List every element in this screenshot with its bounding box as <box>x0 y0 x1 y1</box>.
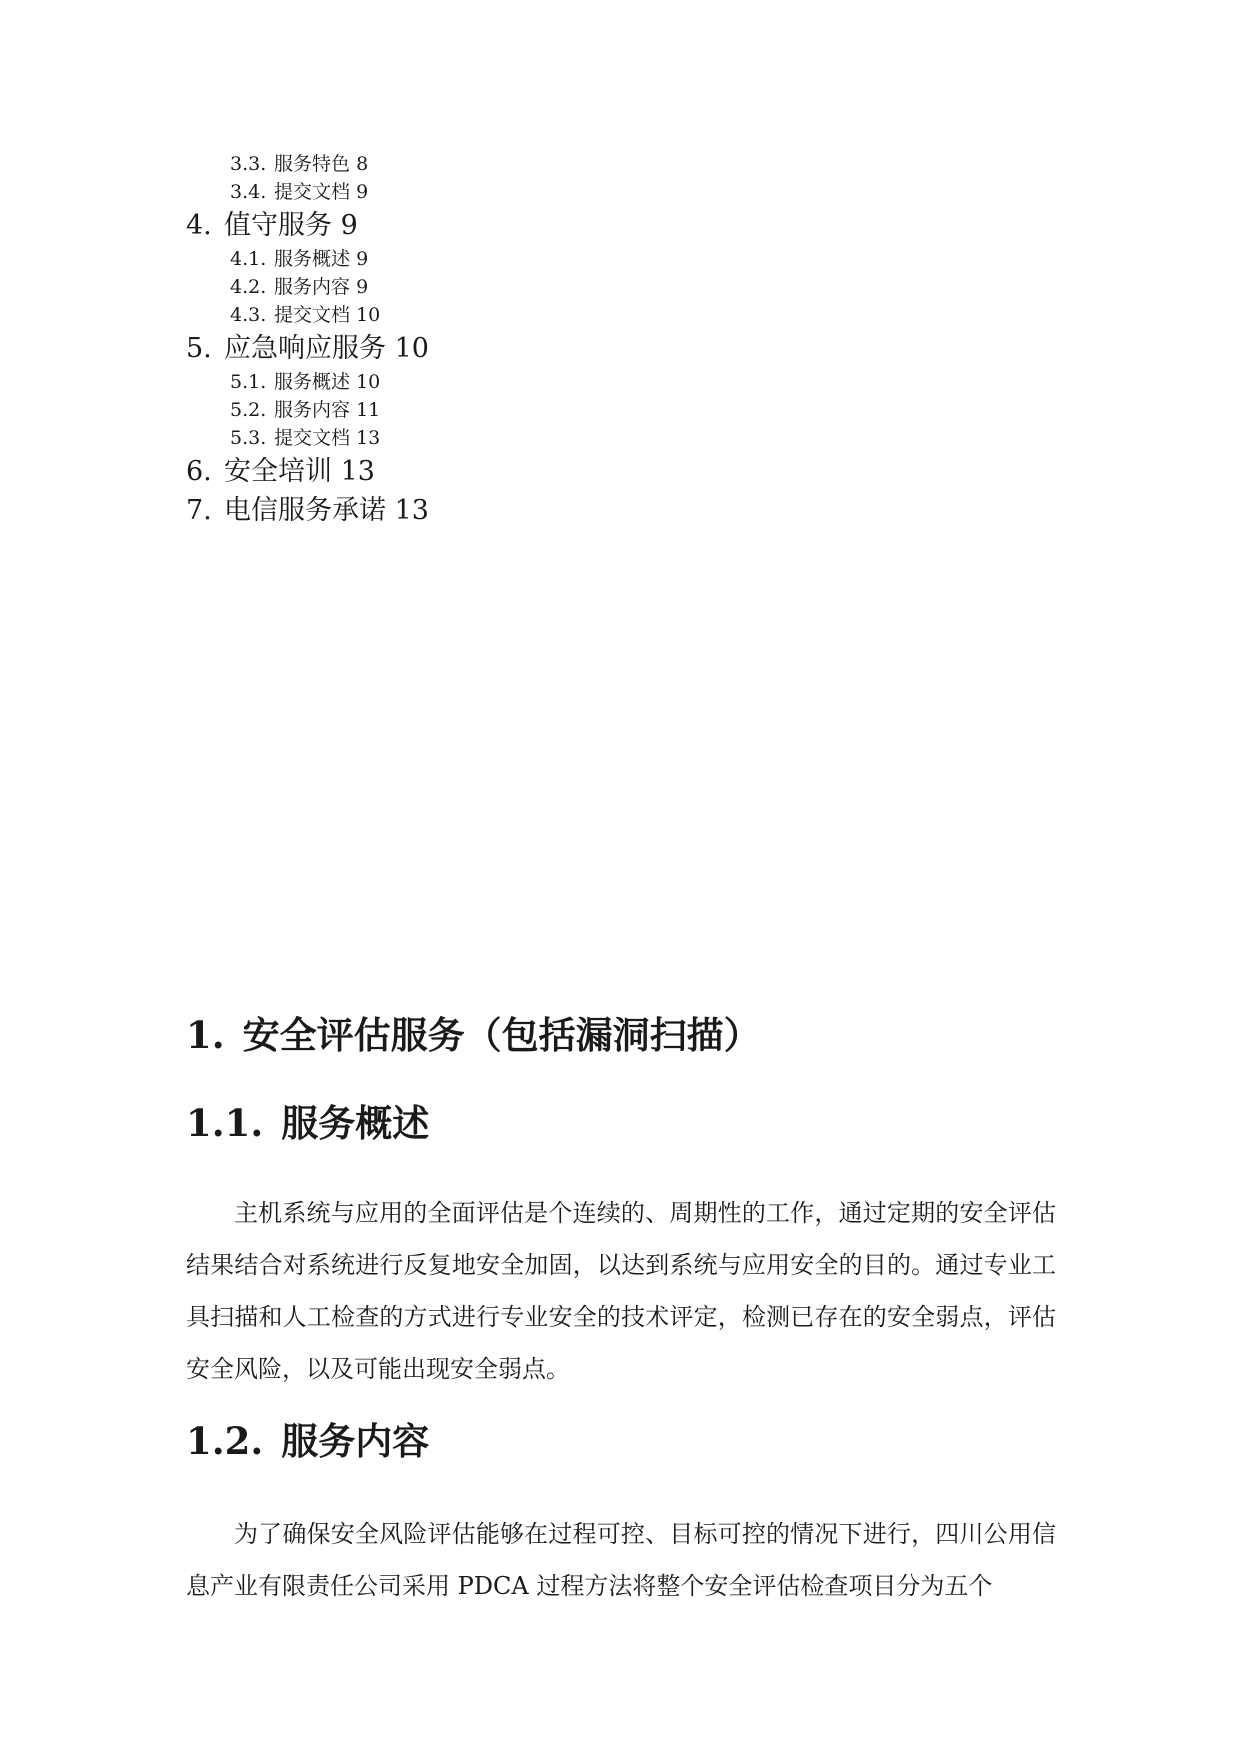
toc-entry-number: 4.2. <box>230 276 267 298</box>
toc-entry-title: 应急响应服务 <box>224 333 386 364</box>
body-paragraph: 主机系统与应用的全面评估是个连续的、周期性的工作，通过定期的安全评估结果结合对系统进行反复地安全加固，以达到系统与应用安全的目的。通过专业工具扫描和人工检查的方式进行专业安全的技术评定，检测已存在的安全弱点，评估安全风险，以及可能出现安全弱点。 <box>186 1199 1056 1383</box>
toc-entry-page: 11 <box>356 399 381 421</box>
toc-entry-number: 5.1. <box>230 371 267 393</box>
subsection-number: 1.2. <box>186 1419 264 1463</box>
toc-entry-page: 13 <box>340 456 375 487</box>
toc-entry-title: 电信服务承诺 <box>224 495 386 526</box>
body-paragraph: 为了确保安全风险评估能够在过程可控、目标可控的情况下进行，四川公用信息产业有限责任公司采用 PDCA 过程方法将整个安全评估检查项目分为五个 <box>186 1520 1056 1600</box>
toc-entry-number: 5. <box>186 333 212 364</box>
toc-entry[interactable] <box>186 491 786 530</box>
toc-entry-title: 服务特色 <box>274 153 351 175</box>
toc-entry[interactable] <box>186 245 786 273</box>
toc-entry-page: 9 <box>356 248 369 270</box>
toc-entry-number: 7. <box>186 495 212 526</box>
toc-entry-number: 3.3. <box>230 153 267 175</box>
toc-entry[interactable] <box>186 329 786 368</box>
toc-entry-title: 服务内容 <box>274 399 351 421</box>
toc-entry-title: 服务内容 <box>274 276 351 298</box>
toc-entry-page: 9 <box>356 276 369 298</box>
toc-entry-title: 提交文档 <box>274 304 351 326</box>
table-of-contents <box>186 150 786 530</box>
toc-entry[interactable] <box>186 206 786 245</box>
subsection-number: 1.1. <box>186 1101 264 1145</box>
toc-entry-title: 值守服务 <box>224 210 332 241</box>
subsection-title: 服务概述 <box>281 1101 430 1145</box>
subsection-heading <box>186 1416 429 1466</box>
toc-entry-number: 3.4. <box>230 181 267 203</box>
toc-entry[interactable] <box>186 424 786 452</box>
toc-entry-page: 10 <box>356 304 381 326</box>
subsection-title: 服务内容 <box>281 1419 430 1463</box>
toc-entry-title: 提交文档 <box>274 427 351 449</box>
toc-entry[interactable] <box>186 150 786 178</box>
section-number: 1. <box>186 1013 225 1057</box>
section-heading <box>186 1010 761 1060</box>
toc-entry-page: 10 <box>394 333 429 364</box>
toc-entry-number: 6. <box>186 456 212 487</box>
toc-entry[interactable] <box>186 452 786 491</box>
toc-entry[interactable] <box>186 178 786 206</box>
toc-entry-page: 9 <box>356 181 369 203</box>
section-title: 安全评估服务（包括漏洞扫描） <box>242 1013 761 1057</box>
toc-entry-page: 13 <box>394 495 429 526</box>
toc-entry-page: 8 <box>356 153 369 175</box>
toc-entry[interactable] <box>186 301 786 329</box>
toc-entry[interactable] <box>186 273 786 301</box>
toc-entry-title: 提交文档 <box>274 181 351 203</box>
toc-entry-number: 4.3. <box>230 304 267 326</box>
toc-entry-number: 4. <box>186 210 212 241</box>
toc-entry-page: 9 <box>340 210 358 241</box>
toc-entry[interactable] <box>186 396 786 424</box>
toc-entry-title: 安全培训 <box>224 456 332 487</box>
toc-entry-page: 13 <box>356 427 381 449</box>
toc-entry-number: 4.1. <box>230 248 267 270</box>
toc-entry-title: 服务概述 <box>274 371 351 393</box>
toc-entry-number: 5.3. <box>230 427 267 449</box>
toc-entry-title: 服务概述 <box>274 248 351 270</box>
subsection-heading <box>186 1098 429 1148</box>
toc-entry-number: 5.2. <box>230 399 267 421</box>
toc-entry-page: 10 <box>356 371 381 393</box>
toc-entry[interactable] <box>186 368 786 396</box>
